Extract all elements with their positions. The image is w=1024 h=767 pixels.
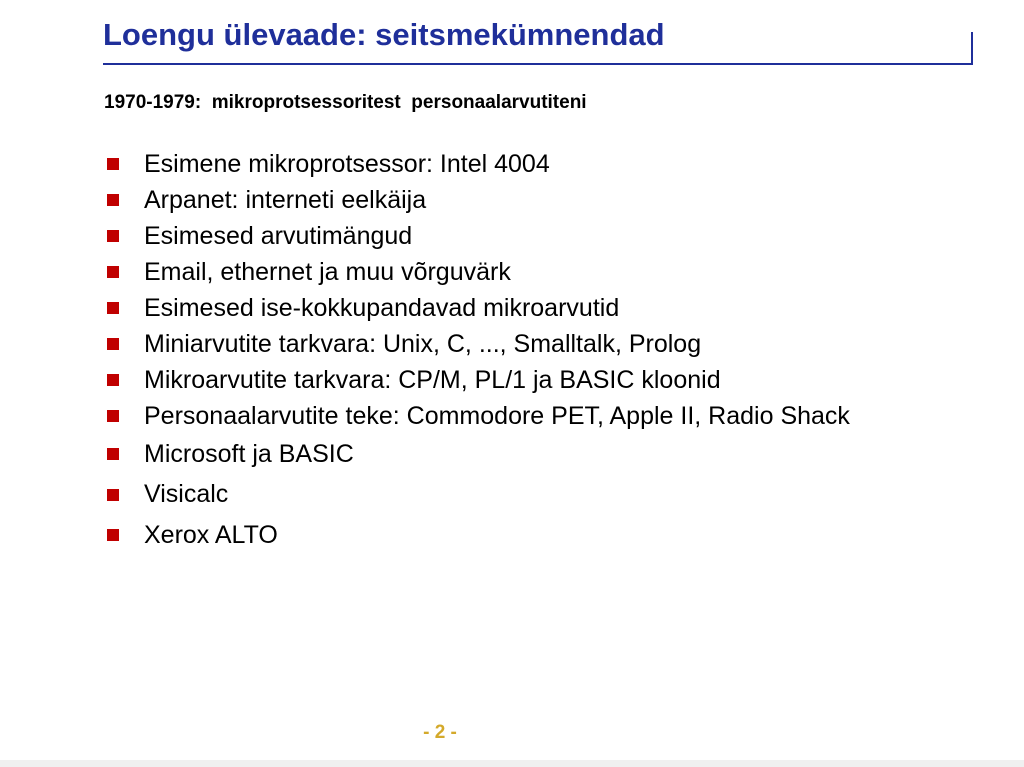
- square-bullet-icon: [107, 230, 119, 242]
- square-bullet-icon: [107, 448, 119, 460]
- bullet-text: Esimesed ise-kokkupandavad mikroarvutid: [144, 293, 620, 322]
- bullet-item: [104, 434, 850, 475]
- bullet-text: Mikroarvutite tarkvara: CP/M, PL/1 ja BASIC kloonid: [144, 365, 721, 394]
- bullet-item: [104, 475, 850, 516]
- bullet-item: [104, 515, 850, 556]
- bullet-text: Miniarvutite tarkvara: Unix, C, ..., Smalltalk, Prolog: [144, 329, 702, 358]
- bullet-item: [104, 362, 850, 398]
- bullet-text: Xerox ALTO: [144, 520, 278, 549]
- bullet-text: Arpanet: interneti eelkäija: [144, 185, 427, 214]
- bullet-list: [104, 146, 850, 556]
- square-bullet-icon: [107, 266, 119, 278]
- title-rule-corner: [971, 32, 973, 65]
- slide-subtitle: 1970-1979: mikroprotsessoritest personaalarvutiteni: [104, 92, 587, 113]
- square-bullet-icon: [107, 410, 119, 422]
- bullet-text: Email, ethernet ja muu võrguvärk: [144, 257, 511, 286]
- bullet-item: [104, 254, 850, 290]
- slide-title: Loengu ülevaade: seitsmekümnendad: [103, 17, 665, 52]
- square-bullet-icon: [107, 529, 119, 541]
- bullet-item: [104, 146, 850, 182]
- square-bullet-icon: [107, 374, 119, 386]
- bullet-item: [104, 398, 850, 434]
- bullet-item: [104, 182, 850, 218]
- square-bullet-icon: [107, 194, 119, 206]
- square-bullet-icon: [107, 489, 119, 501]
- square-bullet-icon: [107, 338, 119, 350]
- square-bullet-icon: [107, 158, 119, 170]
- bullet-item: [104, 218, 850, 254]
- bullet-text: Visicalc: [144, 480, 229, 509]
- bullet-text: Personaalarvutite teke: Commodore PET, Apple II, Radio Shack: [144, 401, 850, 430]
- title-rule: [103, 63, 973, 65]
- bullet-item: [104, 326, 850, 362]
- square-bullet-icon: [107, 302, 119, 314]
- bullet-item: [104, 290, 850, 326]
- bullet-text: Microsoft ja BASIC: [144, 439, 354, 468]
- page-number: - 2 -: [423, 722, 457, 743]
- bullet-text: Esimene mikroprotsessor: Intel 4004: [144, 149, 550, 178]
- bullet-text: Esimesed arvutimängud: [144, 221, 413, 250]
- bottom-edge: [0, 760, 1024, 767]
